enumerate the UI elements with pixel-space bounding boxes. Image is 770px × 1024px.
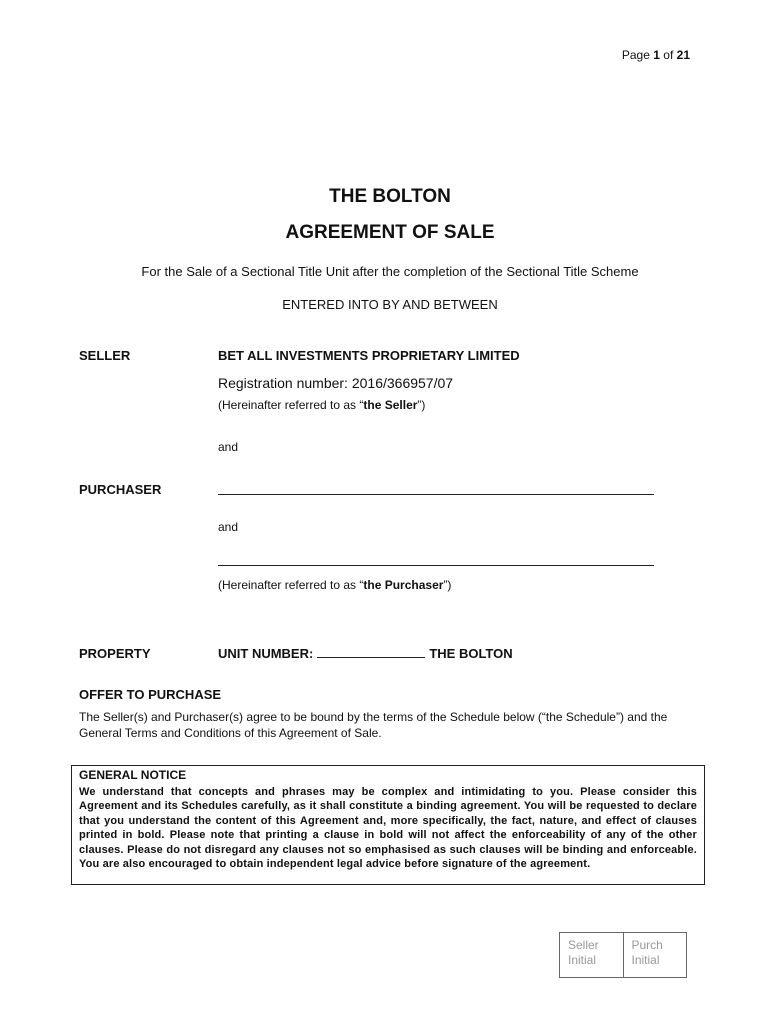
purchaser-label: PURCHASER — [79, 482, 162, 497]
page-of: of — [663, 48, 674, 62]
entered-into-text: ENTERED INTO BY AND BETWEEN — [282, 297, 498, 312]
unit-number-field[interactable] — [317, 646, 425, 658]
page-prefix: Page — [621, 48, 650, 62]
page-current: 1 — [653, 48, 660, 62]
seller-ref-suffix: ”) — [417, 398, 426, 412]
seller-ref-term: the Seller — [363, 398, 418, 412]
property-name: THE BOLTON — [429, 646, 513, 661]
seller-ref-prefix: (Hereinafter referred to as “ — [218, 398, 364, 412]
document-title: THE BOLTON — [329, 186, 451, 207]
general-notice-box — [71, 765, 705, 885]
unit-number-label: UNIT NUMBER: — [218, 646, 314, 661]
seller-reference — [218, 398, 425, 412]
property-details — [218, 646, 513, 661]
document-subtitle-title: AGREEMENT OF SALE — [285, 222, 495, 243]
general-notice-heading: GENERAL NOTICE — [79, 768, 187, 782]
purchaser-initial-line2: Initial — [631, 953, 660, 967]
purchaser-ref-prefix: (Hereinafter referred to as “ — [218, 578, 364, 592]
seller-name: BET ALL INVESTMENTS PROPRIETARY LIMITED — [218, 348, 520, 363]
purchaser-reference — [218, 578, 451, 592]
and-connector-1: and — [218, 440, 239, 454]
seller-registration: Registration number: 2016/366957/07 — [218, 375, 454, 391]
purchaser-ref-suffix: ”) — [443, 578, 452, 592]
initials-box — [559, 932, 687, 978]
page-total: 21 — [676, 48, 690, 62]
offer-heading: OFFER TO PURCHASE — [79, 687, 222, 702]
seller-initial-cell[interactable] — [560, 933, 623, 977]
and-connector-2: and — [218, 520, 239, 534]
purchaser-ref-term: the Purchaser — [363, 578, 444, 592]
general-notice-text: We understand that concepts and phrases may be complex and intimidating to you. Please consider this Agreement and its Schedules carefully, as it shall constitute a binding agreement. You will be requested to declare that you understand the content of this Agreement and, more specifically, the fact, nature, and effect of clauses printed in bold. Please note that printing a clause in bold will not affect the enforceability of any of the other clauses. Please do not disregard any clauses not so emphasised as such clauses will be binding and enforceable. You are also encouraged to obtain independent legal advice before signature of the agreement. — [79, 785, 697, 870]
seller-label: SELLER — [79, 348, 131, 363]
page-number — [560, 48, 690, 62]
seller-initial-line2: Initial — [568, 953, 597, 967]
purchaser-initial-line1: Purch — [631, 938, 663, 952]
purchaser-name-line-1[interactable] — [218, 494, 654, 495]
property-label: PROPERTY — [79, 646, 151, 661]
purchaser-name-line-2[interactable] — [218, 565, 654, 566]
document-description: For the Sale of a Sectional Title Unit after the completion of the Sectional Title Scheme — [141, 264, 639, 279]
offer-text: The Seller(s) and Purchaser(s) agree to be bound by the terms of the Schedule below (“the Schedule”) and the General Terms and Conditions of this Agreement of Sale. — [79, 710, 668, 740]
seller-initial-line1: Seller — [568, 938, 599, 952]
purchaser-initial-cell[interactable] — [623, 933, 687, 977]
